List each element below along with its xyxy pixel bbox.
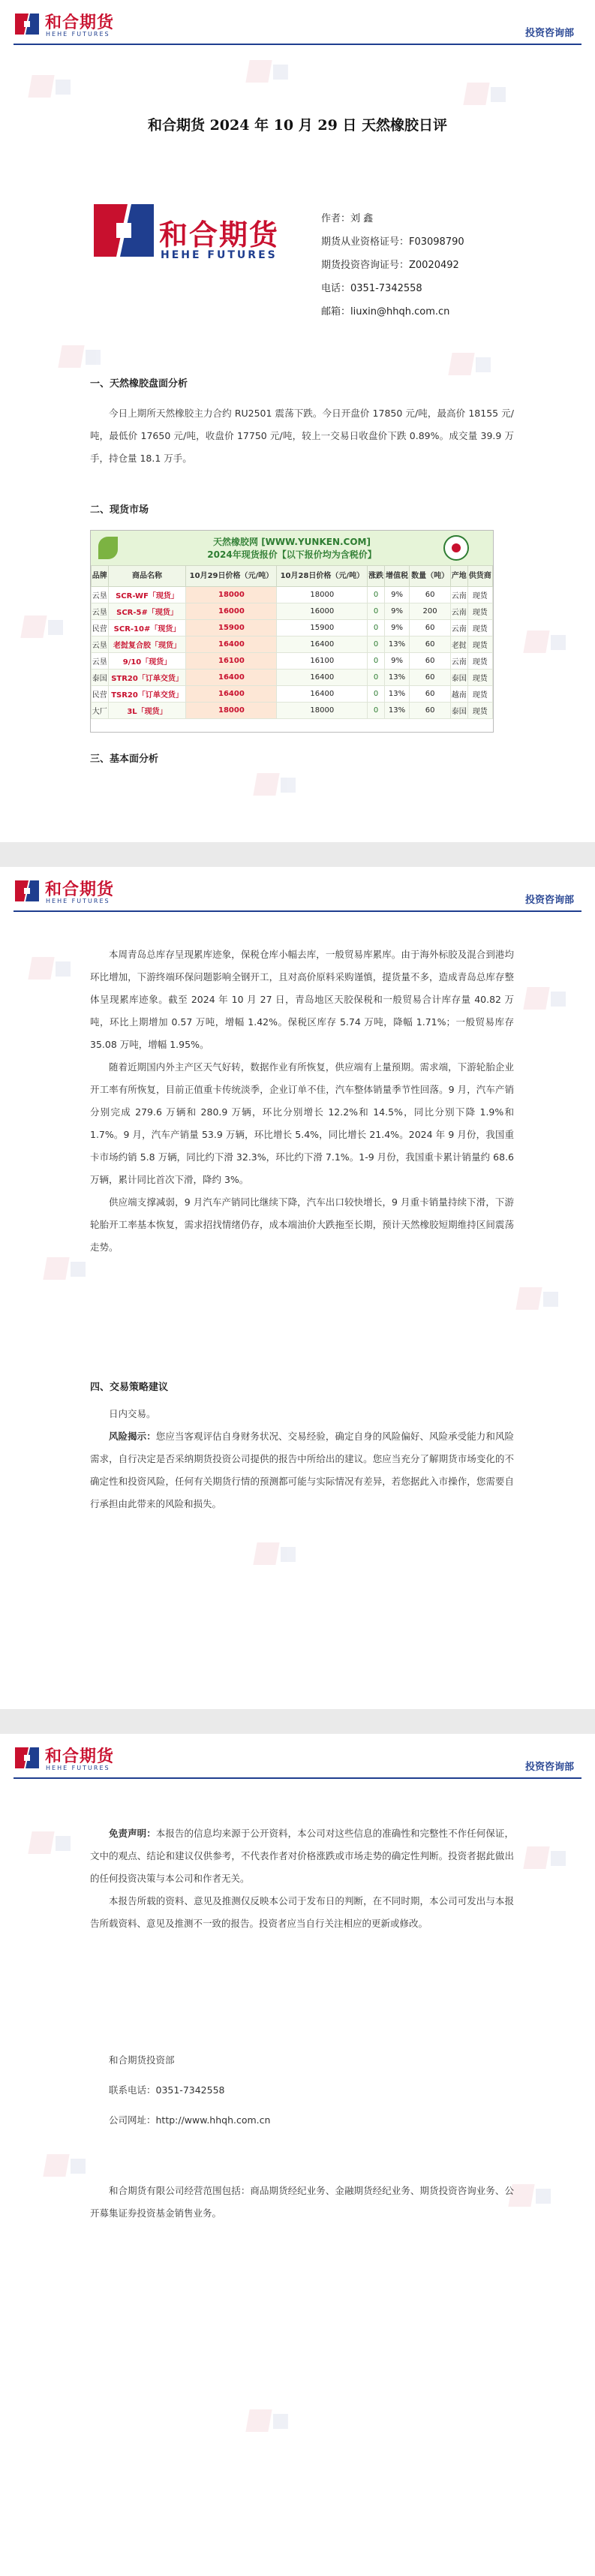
table-cell: 16400 [277,670,368,686]
table-cell: 15900 [277,620,368,636]
section-heading: 一、天然橡胶盘面分析 [90,378,188,390]
contact-phone: 联系电话：0351-7342558 [109,2084,225,2096]
table-cell: 60 [410,653,451,670]
watermark [465,83,510,110]
risk-paragraph [90,1425,514,1515]
demand-paragraph: 随着近期国内外主产区天气好转，数据作业有所恢复，供应端有上量预期。需求端，下游轮胎企业开工率有所恢复，目前正值重卡传统淡季，企业订单不佳，汽车整体销量季节性回落。9 月，汽车产销分别完成 279.6 万辆和 280.9 万辆，环比分别增长 12.2%和 14.5%，同比分别下降 1.9%和 1.7%。9 月，汽车产销量 53.9 万辆，环比增长 5.4%，同比增长 21.4%。2024 年 9 月份，我国重卡市场约销 5.8 万辆，同比约下滑 32.3%，环比约下滑 7.1%。1-9 月份，我国重卡累计销量约 68.6 万辆，累计同比首次下滑，降约 3%。 [90,1061,514,1185]
page-2 [0,867,595,1709]
table-cell: 大厂 [92,703,109,719]
table-cell: 现货 [467,653,492,670]
watermark [60,345,105,372]
table-cell: 60 [410,686,451,703]
header-rule [14,910,581,912]
disclaimer-text [90,1822,514,1935]
table-row [92,670,493,686]
market-analysis-text: 今日上期所天然橡胶主力合约 RU2501 震荡下跌。今日开盘价 17850 元/吨，最高价 18155 元/吨，最低价 17650 元/吨，收盘价 17750 元/吨，较上一交易日收盘价下跌 0.89%。成交量 39.9 万手，持仓量 18.1 万手。 [90,408,514,464]
business-scope-text: 和合期货有限公司经营范围包括：商品期货经纪业务、金融期货经纪业务、期货投资咨询业务、公开募集证券投资基金销售业务。 [90,2185,514,2219]
business-scope [90,2180,514,2225]
table-cell: 现货 [467,603,492,620]
table-row [92,703,493,719]
table-cell: 现货 [467,686,492,703]
table-cell: 18000 [186,703,277,719]
table-row [92,603,493,620]
table-cell: 16100 [277,653,368,670]
table-cell: 9/10「现货」 [108,653,186,670]
page-header [0,1734,595,1780]
company-logo [14,1744,134,1774]
table-cell: STR20「订单交货」 [108,670,186,686]
logo-cn: 和合期货 [45,1747,115,1766]
table-header-cell: 产地 [451,566,468,587]
disclaimer-paragraph-2: 本报告所载的资料、意见及推测仅反映本公司于发布日的判断，在不同时期，本公司可发出与本报告所载资料、意见及推测不一致的报告。投资者应当自行关注相应的更新或修改。 [90,1895,514,1929]
table-cell: 60 [410,620,451,636]
table-row [92,636,493,653]
table-cell: 0 [368,686,385,703]
table-cell: TSR20「订单交货」 [108,686,186,703]
table-cell: 13% [384,703,409,719]
table-cell: 云垦 [92,603,109,620]
table-cell: 泰国 [451,703,468,719]
qualification-1: 期货从业资格证号：F03098790 [321,236,464,248]
watermark [30,957,75,984]
table-cell: 60 [410,636,451,653]
table-cell: 13% [384,670,409,686]
cover-logo-cn: 和合期货 [159,218,280,251]
fundamentals-text [90,943,514,1259]
table-header-cell: 10月28日价格（元/吨） [277,566,368,587]
outlook-paragraph: 供应端支撑减弱，9 月汽车产销同比继续下降，汽车出口较快增长，9 月重卡销量持续下滑，下游轮胎开工率基本恢复，需求招找情绪仍存，成本端油价大跌拖至长期，预计天然橡胶短期维持区间震荡走势。 [90,1196,514,1253]
section-paragraph [90,402,514,470]
table-cell: 0 [368,636,385,653]
table-cell: 民营 [92,686,109,703]
table-cell: SCR-10#「现货」 [108,620,186,636]
table-cell: 0 [368,603,385,620]
hehe-logo-icon [90,197,158,264]
inventory-paragraph: 本周青岛总库存呈现累库迹象，保税仓库小幅去库，一般贸易库累库。由于海外标胶及混合到港均环比增加，下游终端环保问题影响全钢开工，且对高价原料采购谨慎，提货量不多，造成青岛总库存整体呈现累库迹象。截至 2024 年 10 月 27 日，青岛地区天胶保税和一般贸易合计库存量 40.82 万吨，环比上期增加 0.57 万吨，增幅 1.42%。保税区库存 5.74 万吨，降幅 1.71%；一般贸易库存 35.08 万吨，增幅 1.95%。 [90,949,514,1050]
watermark [23,615,68,642]
author-info [321,207,569,324]
table-header-cell: 数量（吨） [410,566,451,587]
table-cell: 云南 [451,587,468,603]
watermark [45,1257,90,1284]
table-cell: 9% [384,603,409,620]
table-cell: 18000 [186,587,277,603]
author: 作者：刘 鑫 [321,213,374,224]
table-cell: 16400 [186,686,277,703]
table-cell: 0 [368,620,385,636]
table-row [92,653,493,670]
table-cell: 越南 [451,686,468,703]
table-cell: 9% [384,587,409,603]
watermark [255,773,300,800]
watermark [450,353,495,380]
table-cell: 老挝复合胶「现货」 [108,636,186,653]
table-cell: 16000 [186,603,277,620]
watermark [510,2184,555,2211]
table-cell: 13% [384,686,409,703]
logo-en: HEHE FUTURES [46,898,110,904]
watermark [525,987,570,1014]
table-cell: 9% [384,620,409,636]
strategy-paragraph: 日内交易。 [109,1408,156,1419]
page-1 [0,0,595,842]
table-cell: 民营 [92,620,109,636]
logo-cn: 和合期货 [45,14,115,32]
watermark [45,2154,90,2181]
table-cell: SCR-WF「现货」 [108,587,186,603]
table-cell: 16400 [186,636,277,653]
logo-cn: 和合期货 [45,880,115,899]
qualification-2: 期货投资咨询证号：Z0020492 [321,260,459,271]
header-rule [14,1777,581,1779]
page-separator [0,1709,595,1734]
table-row [92,620,493,636]
contact-block [90,2049,514,2132]
table-cell: 老挝 [451,636,468,653]
contact-dept: 和合期货投资部 [109,2054,175,2066]
table-cell: 0 [368,653,385,670]
phone: 电话：0351-7342558 [321,283,422,294]
hehe-logo-icon [14,1744,41,1771]
watermark [30,1831,75,1858]
disclaimer-body: 本报告的信息均来源于公开资料，本公司对这些信息的准确性和完整性不作任何保证，文中的观点、结论和建议仅供参考，不代表作者对价格涨跌或市场走势的确定性判断。投资者据此做出的任何投资决策与本公司和作者无关。 [90,1828,514,1884]
table-cell: 60 [410,670,451,686]
section-heading: 二、现货市场 [90,504,149,516]
table-cell: 60 [410,587,451,603]
table-row [92,686,493,703]
risk-text: 您应当客观评估自身财务状况、交易经验，确定自身的风险偏好、风险承受能力和风险需求，自行决定是否采纳期货投资公司提供的报告中所给出的建议。您应当充分了解期货市场变化的不确定性和投资风险，任何有关期货行情的预测都可能与实际情况有差异，若您据此入市操作，您需要自行承担由此带来的风险和损失。 [90,1431,514,1509]
header-rule [14,44,581,45]
logo-en: HEHE FUTURES [46,1765,110,1771]
table-cell: 0 [368,703,385,719]
section-heading: 四、交易策略建议 [90,1382,169,1393]
risk-label: 风险揭示： [109,1431,156,1442]
table-cell: 泰国 [451,670,468,686]
disclaimer-label: 免责声明： [109,1828,156,1839]
table-cell: 13% [384,636,409,653]
table-cell: 16400 [186,670,277,686]
badge-icon [443,535,469,561]
email: 邮箱：liuxin@hhqh.com.cn [321,306,450,317]
table-cell: 16000 [277,603,368,620]
table-cell: 0 [368,587,385,603]
cover-logo-en: HEHE FUTURES [161,249,278,261]
watermark [525,630,570,658]
table-subtitle: 2024年现货报价【以下报价均为含税价】 [207,549,377,560]
table-cell: 现货 [467,636,492,653]
table-cell: 云垦 [92,587,109,603]
contact-website: 公司网址：http://www.hhqh.com.cn [109,2114,271,2126]
table-cell: 3L「现货」 [108,703,186,719]
dept-label: 投资咨询部 [524,28,574,39]
table-cell: 云垦 [92,653,109,670]
table-title: 天然橡胶网 [WWW.YUNKEN.COM] [213,537,371,547]
dept-label: 投资咨询部 [524,895,574,906]
table-header-cell: 涨跌 [368,566,385,587]
watermark [248,60,293,87]
hehe-logo-icon [14,877,41,904]
table-header-cell: 供货商 [467,566,492,587]
table-cell: 现货 [467,587,492,603]
watermark [255,1542,300,1569]
strategy-text [90,1403,514,1515]
table-cell: 云垦 [92,636,109,653]
table-header-cell: 商品名称 [108,566,186,587]
table-cell: 泰国 [92,670,109,686]
table-body [92,587,493,719]
table-cell: 15900 [186,620,277,636]
table-cell: SCR-5#「现货」 [108,603,186,620]
page-separator [0,842,595,867]
page-header [0,0,595,47]
table-header-cell: 增值税 [384,566,409,587]
table-cell: 0 [368,670,385,686]
table-cell: 现货 [467,620,492,636]
page-header [0,867,595,913]
table-cell: 200 [410,603,451,620]
table-cell: 16400 [277,636,368,653]
table-cell: 60 [410,703,451,719]
watermark [518,1287,563,1314]
table-cell: 云南 [451,620,468,636]
table-cell: 9% [384,653,409,670]
spot-price-table [90,530,494,733]
company-logo [14,877,134,907]
section-heading: 三、基本面分析 [90,754,159,765]
report-title: 和合期货 2024 年 10 月 29 日 天然橡胶日评 [147,117,448,134]
table-cell: 云南 [451,653,468,670]
hehe-logo-icon [14,11,41,38]
cover-logo [90,197,300,287]
table-header-row [92,566,493,587]
logo-en: HEHE FUTURES [46,31,110,38]
watermark [248,2409,293,2436]
table-row [92,587,493,603]
dept-label: 投资咨询部 [524,1762,574,1773]
disclaimer-paragraph [90,1822,514,1890]
table-cell: 16100 [186,653,277,670]
table-header-cell: 品牌 [92,566,109,587]
table-header-cell: 10月29日价格（元/吨） [186,566,277,587]
watermark [525,1846,570,1873]
table-cell: 现货 [467,703,492,719]
table-cell: 现货 [467,670,492,686]
table-cell: 云南 [451,603,468,620]
table-cell: 18000 [277,587,368,603]
table-cell: 16400 [277,686,368,703]
page-3 [0,1734,595,2576]
company-logo [14,11,134,41]
watermark [30,75,75,102]
spot-table-grid [91,565,493,719]
table-cell: 18000 [277,703,368,719]
